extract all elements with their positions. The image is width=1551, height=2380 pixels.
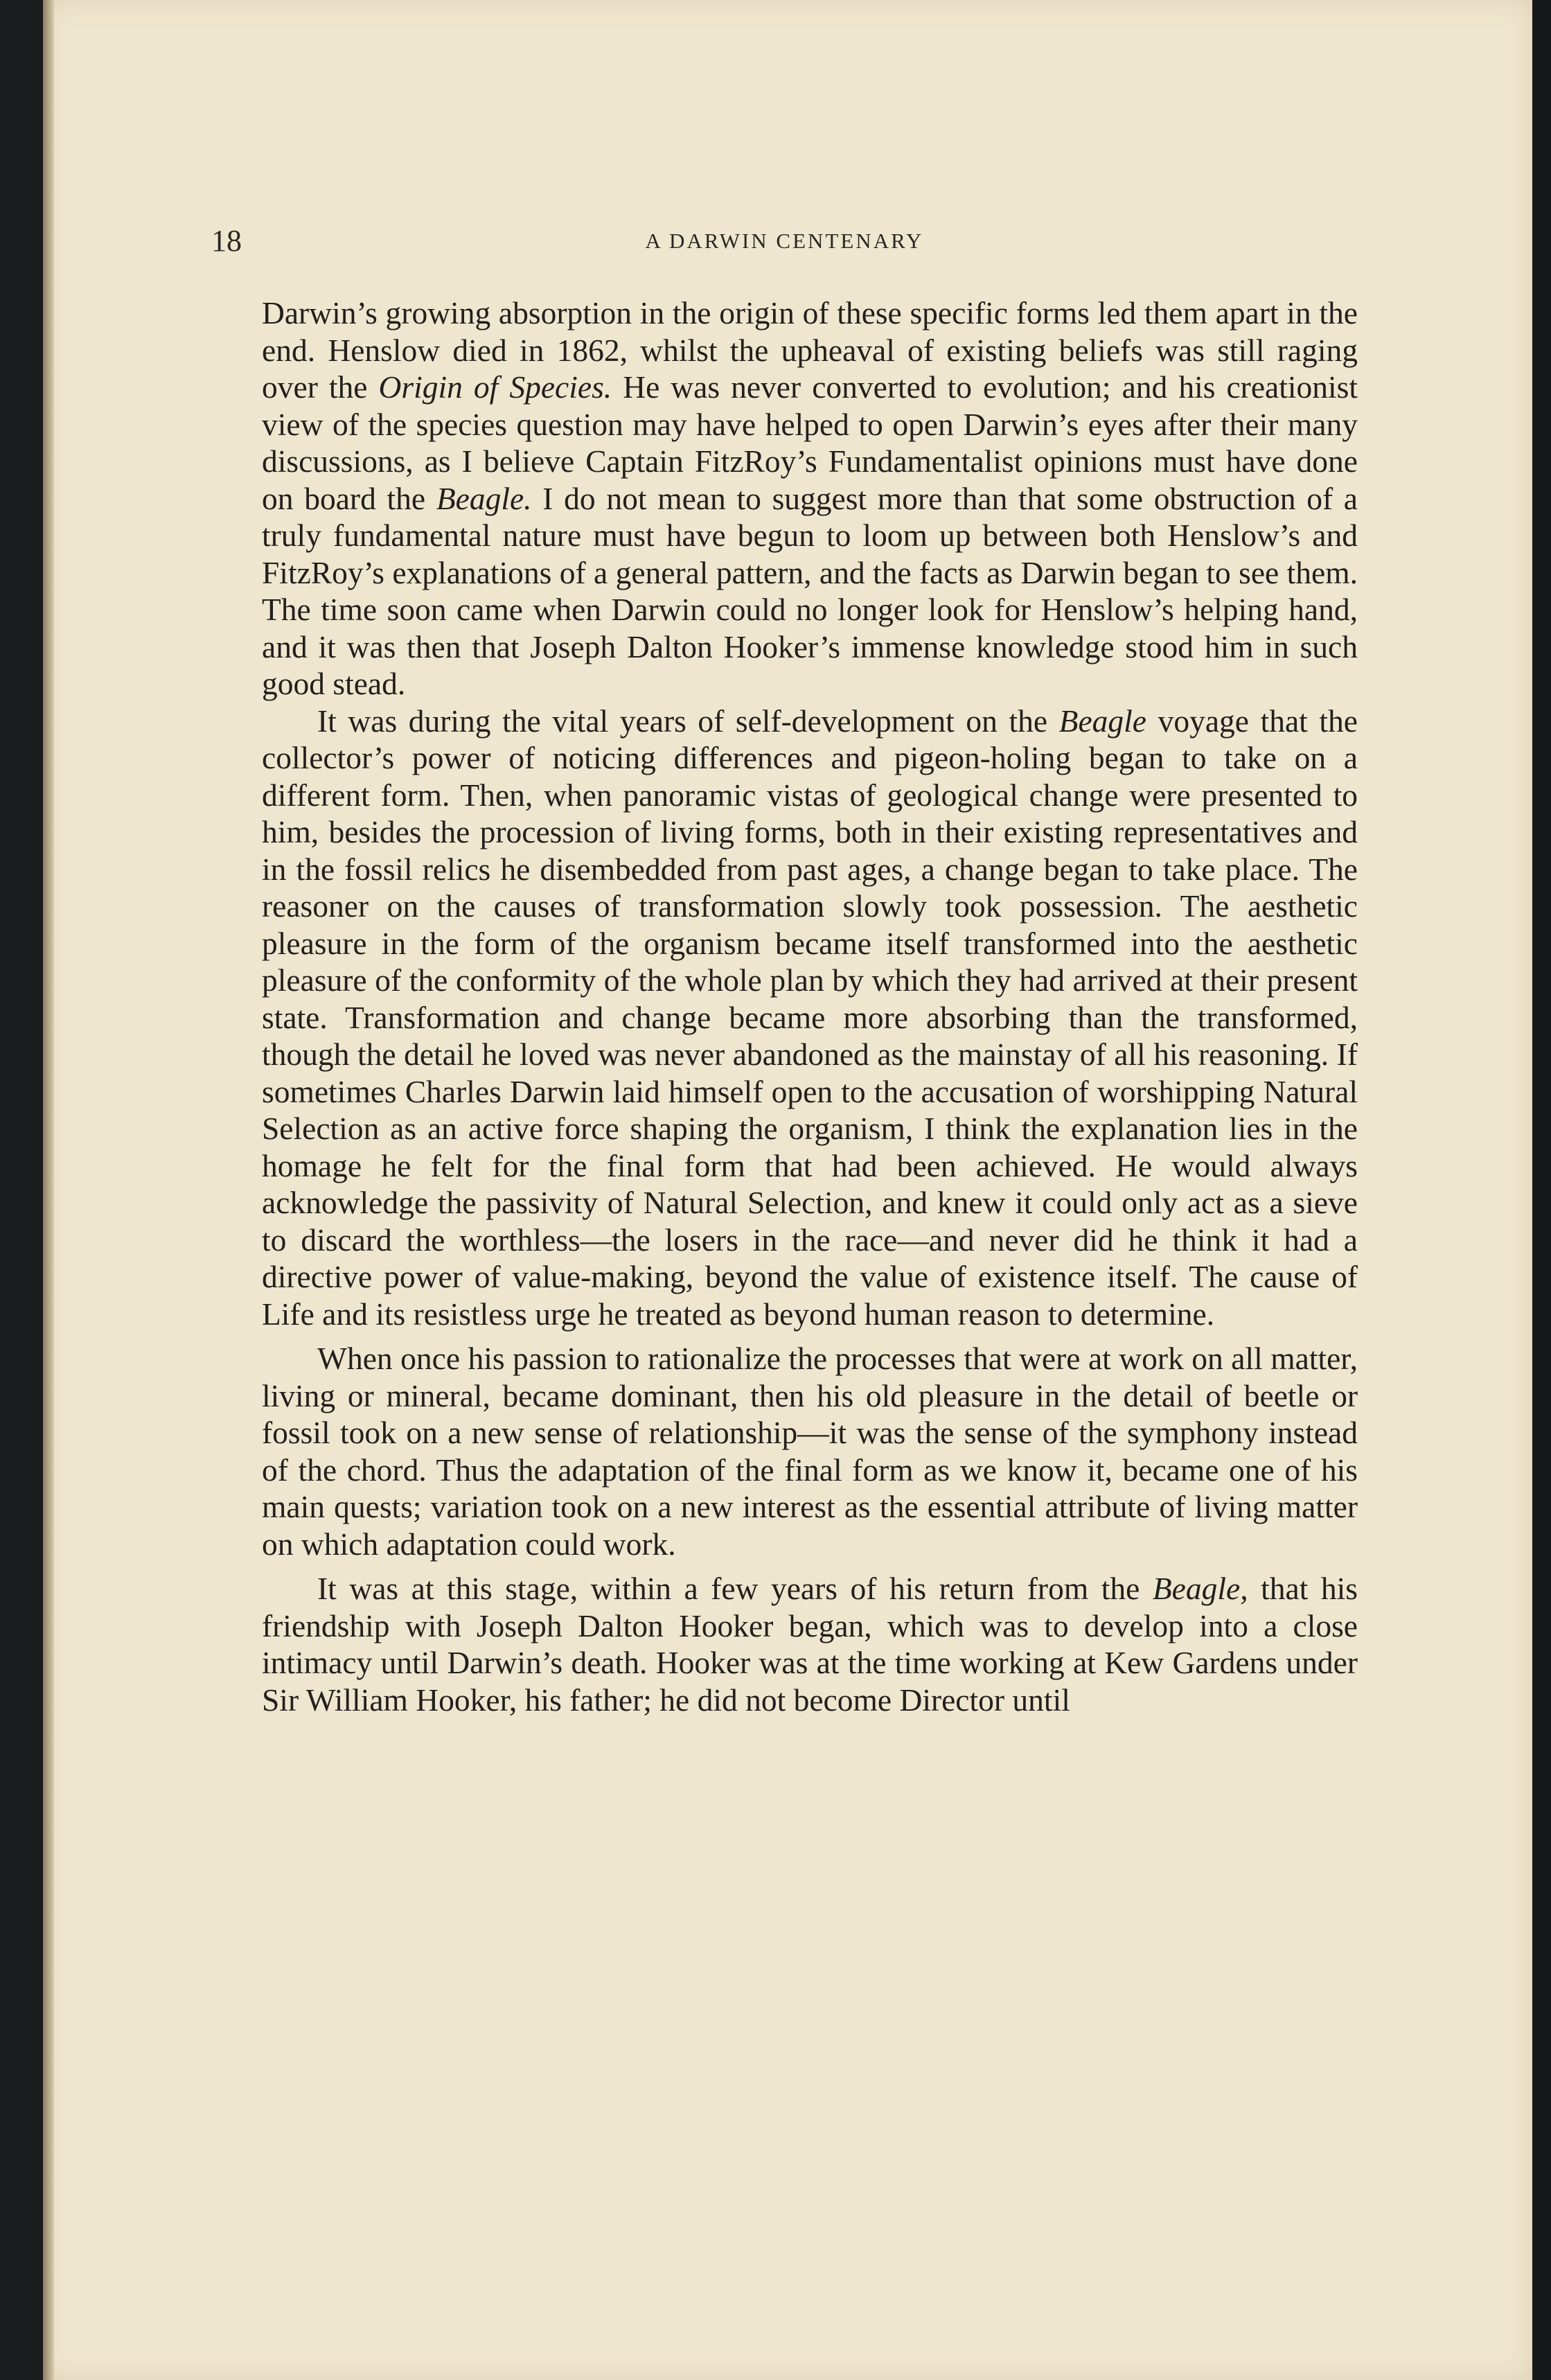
page-header xyxy=(211,223,1358,265)
paragraph-2: It was during the vital years of self-development on the Beagle voyage that the collector’s power of noticing differences and pigeon-holing began to take on a different form. Then, when panoramic vistas of geological change were presented to him, besides the procession of living forms, both in their existing representatives and in the fossil relics he disembedded from past ages, a change began to take place. The reasoner on the causes of transformation slowly took possession. The aesthetic pleasure in the form of the organism became itself transformed into the aesthetic pleasure of the conformity of the whole plan by which they had arrived at their present state. Transformation and change became more absorbing than the transformed, though the detail he loved was never abandoned as the mainstay of all his reasoning. If sometimes Charles Darwin laid himself open to the accusation of worshipping Natural Selection as an active force shaping the organism, I think the explanation lies in the homage he felt for the final form that had been achieved. He would always acknowledge the passivity of Natural Selection, and knew it could only act as a sieve to discard the worthless—the losers in the race—and never did he think it had a directive power of value-making, beyond the value of existence itself. The cause of Life and its resistless urge he treated as beyond human reason to determine. xyxy=(262,703,1358,1332)
paragraph-1: Darwin’s growing absorption in the origin of these specific forms led them apart in the end. Henslow died in 1862, whilst the upheaval of existing beliefs was still raging over the Origin of Species. He was never converted to evolution; and his creationist view of the species question may have helped to open Darwin’s eyes after their many discussions, as I believe Captain FitzRoy’s Fundamentalist opinions must have done on board the Beagle. I do not mean to suggest more than that some obstruction of a truly fundamental nature must have begun to loom up between both Henslow’s and FitzRoy’s explanations of a general pattern, and the facts as Darwin began to see them. The time soon came when Darwin could no longer look for Henslow’s helping hand, and it was then that Joseph Dalton Hooker’s immense knowledge stood him in such good stead. xyxy=(262,295,1358,701)
body-text xyxy=(262,294,1358,1718)
page-edge-dark xyxy=(1532,0,1551,2380)
page-number: 18 xyxy=(211,224,242,258)
paragraph-4: It was at this stage, within a few years of his return from the Beagle, that his friendship with Joseph Dalton Hooker began, which was to develop into a close intimacy until Darwin’s death. Hooker was at the time working at Kew Gardens under Sir William Hooker, his father; he did not become Director until xyxy=(262,1571,1358,1718)
running-title: A DARWIN CENTENARY xyxy=(645,229,924,253)
paragraph-3: When once his passion to rationalize the processes that were at work on all matter, living or mineral, became dominant, then his old pleasure in the detail of beetle or fossil took on a new sense of relationship—it was the sense of the symphony instead of the chord. Thus the adaptation of the final form as we know it, became one of his main quests; variation took on a new interest as the essential attribute of living matter on which adaptation could work. xyxy=(262,1341,1358,1562)
page-binding-shadow xyxy=(43,0,54,2380)
